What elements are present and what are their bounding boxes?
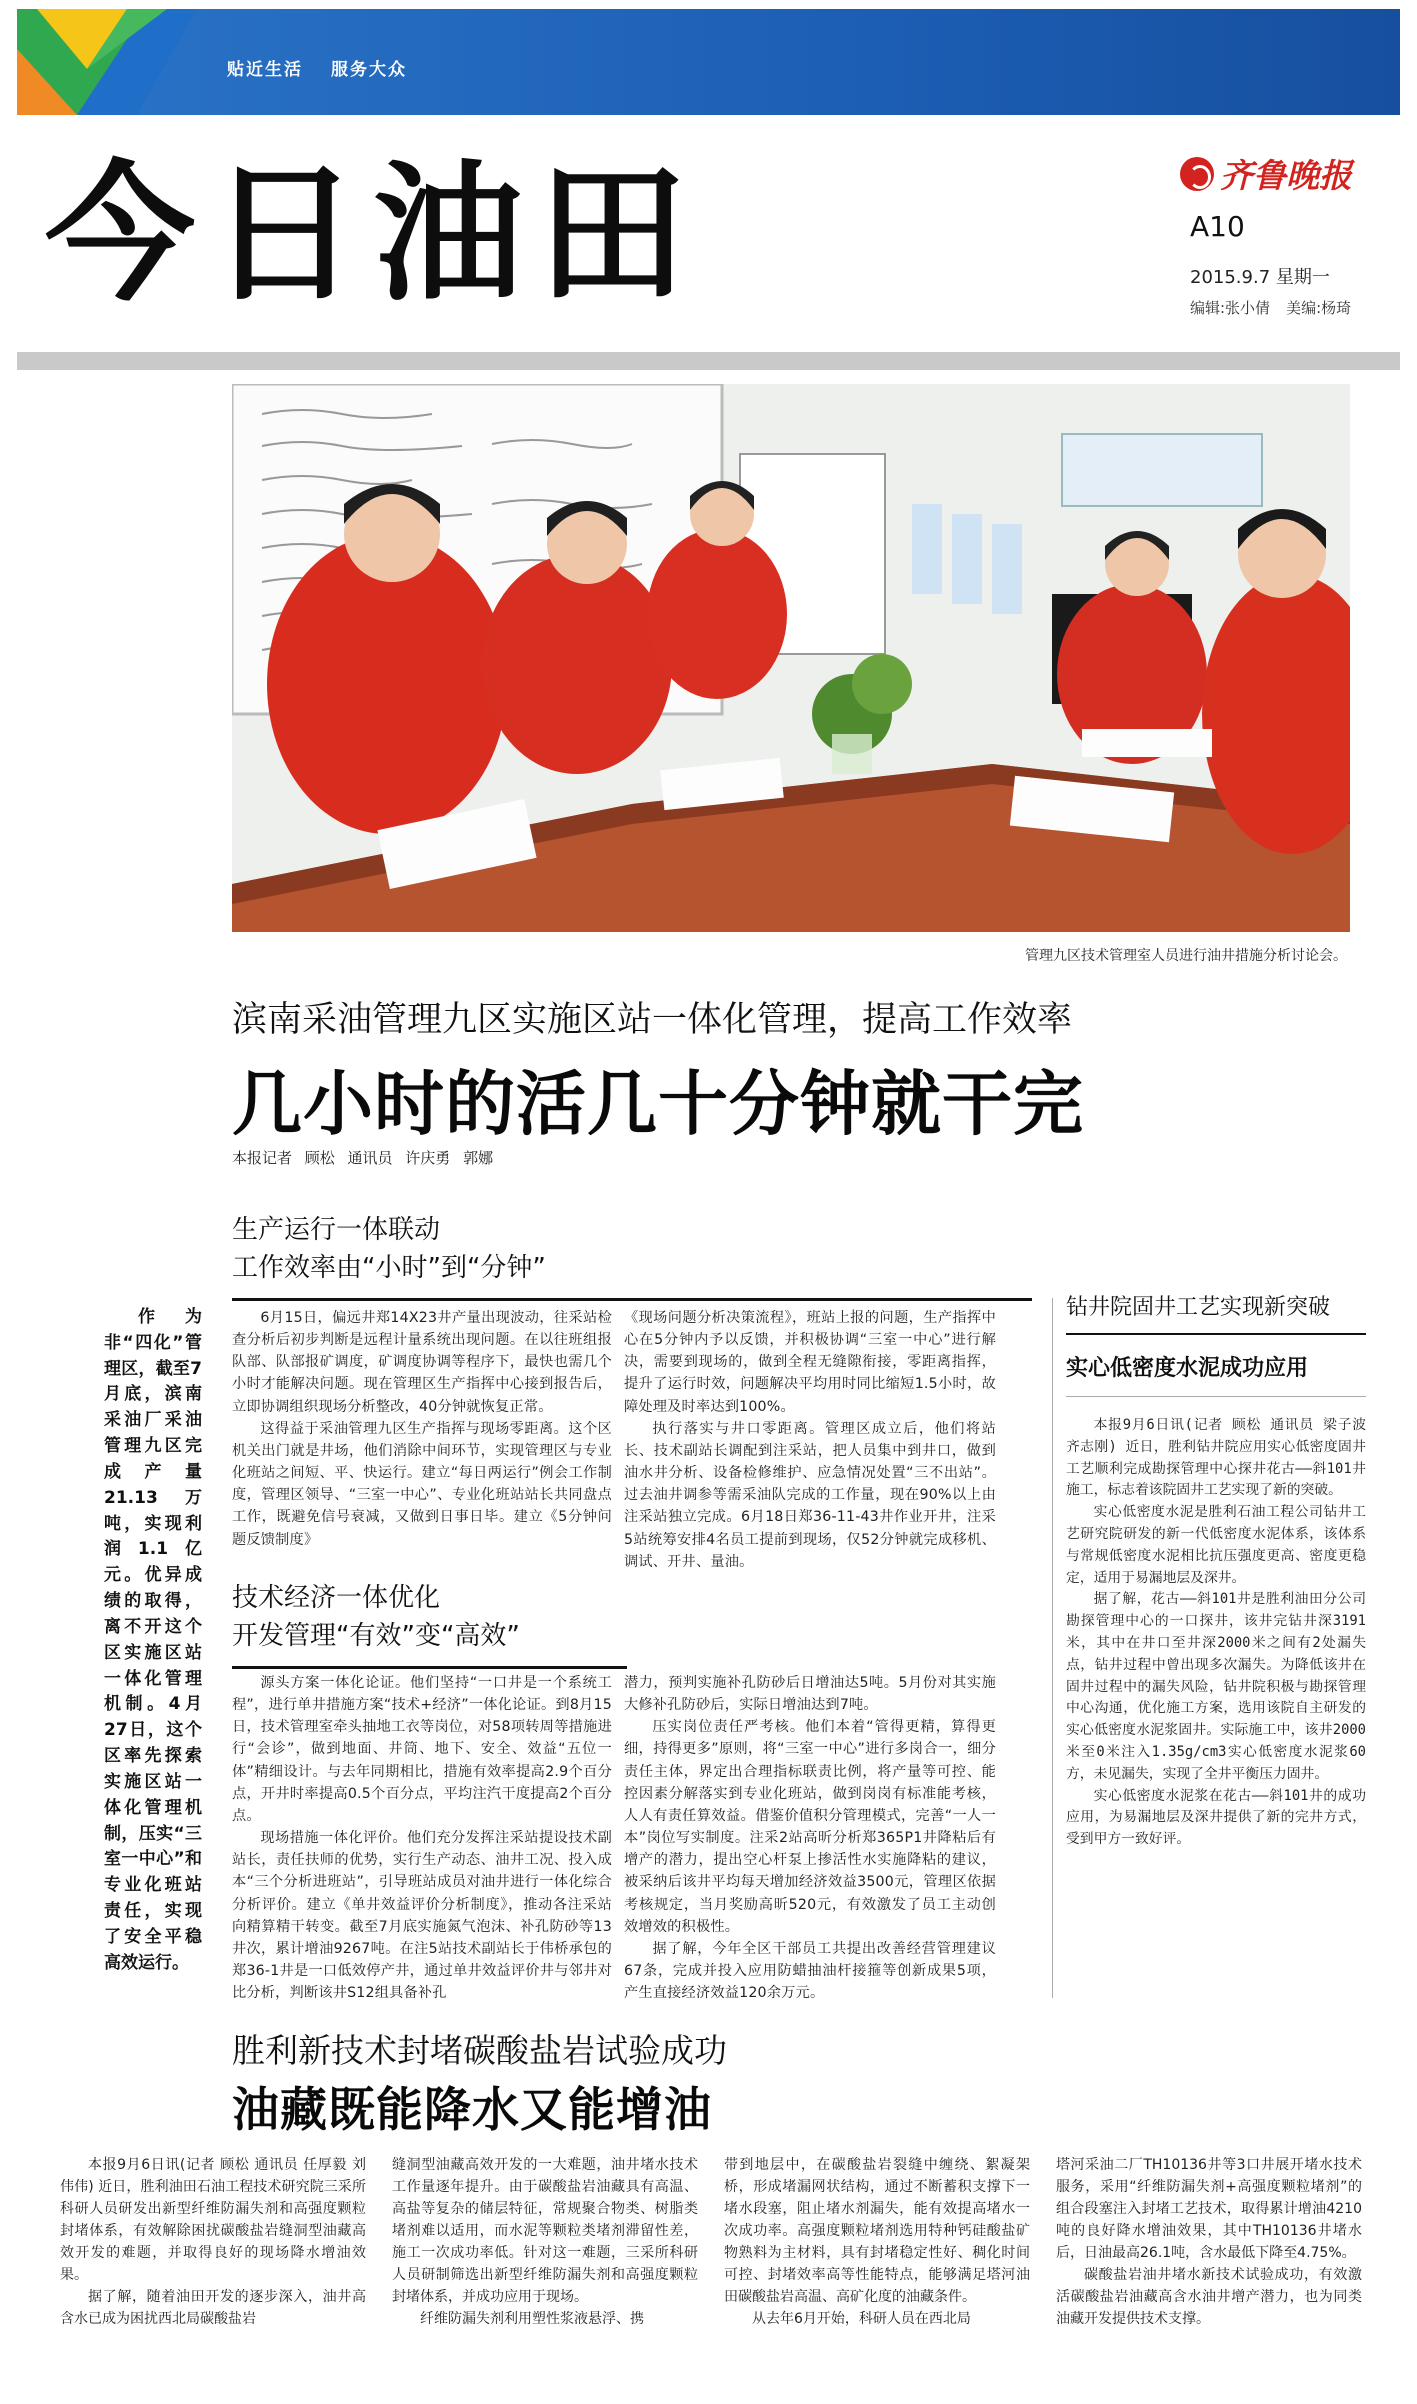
bottom-article-headline: 油藏既能降水又能增油: [232, 2083, 712, 2138]
newspaper-name: 齐鲁晚报: [1220, 156, 1352, 195]
paragraph: 据了解，随着油田开发的逐步深入，油井高含水已成为困扰西北局碳酸盐岩: [60, 2288, 366, 2327]
paragraph: 碳酸盐岩油井堵水新技术试验成功，有效激活碳酸盐岩油藏高含水油井增产潜力，也为同类油藏开发提供技术支撑。: [1056, 2266, 1362, 2327]
meeting-photo-illustration: [232, 384, 1350, 932]
slogan-part: 服务大众: [331, 60, 407, 80]
side-article: [1066, 1290, 1366, 1851]
paragraph: 带到地层中，在碳酸盐岩裂缝中缠绕、絮凝架桥，形成堵漏网状结构，通过不断蓄积支撑下一堵水段塞，阻止堵水剂漏失，能有效提高堵水一次成功率。高强度颗粒堵剂选用特种钙硅酸盐矿物熟料为主材料，具有封堵稳定性好、稠化时间可控、封堵效率高等性能特点，能够满足塔河油田碳酸盐岩高温、高矿化度的油藏条件。: [724, 2157, 1030, 2305]
paragraph: 潜力，预判实施补孔防砂后日增油达5吨。5月份对其实施大修补孔防砂后，实际日增油达到7吨。: [624, 1675, 996, 1714]
side-article-kicker: 钻井院固井工艺实现新突破: [1066, 1290, 1366, 1335]
text-column: [624, 1672, 996, 2004]
newspaper-logo: [1180, 150, 1352, 197]
newspaper-emblem-icon: [1180, 157, 1214, 191]
section-heading-line: 开发管理“有效”变“高效”: [232, 1620, 520, 1651]
article-headline: 几小时的活几十分钟就干完: [232, 1063, 1084, 1145]
text-column: [392, 2155, 698, 2331]
editor-credits: [1190, 297, 1351, 318]
section-heading: [232, 1580, 520, 1655]
section-heading-line: 生产运行一体联动: [232, 1215, 441, 1245]
paragraph: 实心低密度水泥浆在花古——斜101井的成功应用，为易漏地层及深井提供了新的完井方式，受到甲方一致好评。: [1066, 1787, 1366, 1848]
bottom-article-deck: 胜利新技术封堵碳酸盐岩试验成功: [232, 2031, 727, 2070]
paragraph: 从去年6月开始，科研人员在西北局: [752, 2310, 971, 2327]
colorful-logo-mark: [17, 9, 217, 115]
text-column: [724, 2155, 1030, 2331]
section-heading: [232, 1212, 546, 1287]
text-column: [1056, 2155, 1362, 2331]
top-banner: [17, 9, 1400, 115]
paragraph: 6月15日，偏远井郑14X23井产量出现波动，往采站检查分析后初步判断是远程计量系统出现问题。在以往班组报队部、队部报矿调度，矿调度协调等程序下，最快也需几个小时才能解决问题。现在管理区生产指挥中心接到报告后，立即协调组织现场分析整改，40分钟就恢复正常。: [232, 1310, 612, 1415]
paragraph: 《现场问题分析决策流程》，班站上报的问题，生产指挥中心在5分钟内予以反馈，并积极协调“三室一中心”进行解决，需要到现场的，做到全程无缝隙衔接，零距离指挥，提升了运行时效，问题解决平均用时同比缩短1.5小时，故障处理及时率达到100%。: [624, 1310, 996, 1415]
news-photo: [232, 384, 1350, 932]
article-deck: 滨南采油管理九区实施区站一体化管理，提高工作效率: [232, 1000, 1073, 1040]
paragraph: 据了解，花古——斜101井是胜利油田分公司勘探管理中心的一口探井，该井完钻井深3191米，其中在井口至井深2000米之间有2处漏失点，钻井过程中曾出现多次漏失。为降低该井在固井过程中的漏失风险，钻井院积极与勘探管理中心沟通，优化施工方案，选用该院自主研发的实心低密度水泥浆固井。实际施工中，该井2000米至0米注入1.35g/cm3实心低密度水泥浆60方，未见漏失，实现了全井平衡压力固井。: [1066, 1591, 1366, 1782]
section-heading-line: 工作效率由“小时”到“分钟”: [232, 1252, 546, 1283]
paragraph: 本报9月6日讯(记者 顾松 通讯员 梁子波 齐志刚) 近日，胜利钻井院应用实心低密度固井工艺顺利完成勘探管理中心探井花古——斜101井施工，标志着该院固井工艺实现了新的突破。: [1066, 1417, 1366, 1499]
section-rule: [232, 1298, 1032, 1301]
paragraph: 本报9月6日讯(记者 顾松 通讯员 任厚毅 刘伟伟) 近日，胜利油田石油工程技术研究院三采所科研人员研发出新型纤维防漏失剂和高强度颗粒封堵体系，有效解除困扰碳酸盐岩缝洞型油藏高效开发的难题，并取得良好的现场降水增油效果。: [60, 2157, 366, 2283]
photo-caption: 管理九区技术管理室人员进行油井措施分析讨论会。: [1025, 948, 1347, 964]
section-rule: [232, 1666, 627, 1669]
header-divider: [17, 352, 1400, 370]
issue-date: 2015.9.7 星期一: [1190, 267, 1330, 288]
page-number: A10: [1190, 210, 1245, 243]
section-heading-line: 技术经济一体优化: [232, 1583, 441, 1613]
page-title: 今日油田: [45, 148, 702, 322]
paragraph: 执行落实与井口零距离。管理区成立后，他们将站长、技术副站长调配到注采站，把人员集中到井口，做到油水井分析、设备检修维护、应急情况处置“三不出站”。过去油井调参等需采油队完成的工作量，现在90%以上由注采站独立完成。6月18日郑36-11-43井作业开井，注采5站统筹安排4名员工提前到现场，仅52分钟就完成移机、调试、开井、量油。: [624, 1420, 996, 1570]
text-column: [232, 1307, 612, 1551]
paragraph: 源头方案一体化论证。他们坚持“一口井是一个系统工程”，进行单井措施方案“技术+经济”一体化论证。到8月15日，技术管理室牵头抽地工衣等岗位，对58项转周等措施进行“会诊”，做到地面、井筒、地下、安全、效益“五位一体”精细设计。与去年同期相比，措施有效率提高2.9个百分点，开井时率提高0.5个百分点，平均注汽干度提高2个百分点。: [232, 1675, 612, 1824]
column-divider: [1052, 1298, 1053, 1998]
paragraph: 缝洞型油藏高效开发的一大难题，油井堵水技术工作量逐年提升。由于碳酸盐岩油藏具有高温、高盐等复杂的储层特征，常规聚合物类、树脂类堵剂难以适用，而水泥等颗粒类堵剂滞留性差，施工一次成功率低。针对这一难题，三采所科研人员研制筛选出新型纤维防漏失剂和高强度颗粒封堵体系，并成功应用于现场。: [392, 2157, 698, 2305]
paragraph: 这得益于采油管理九区生产指挥与现场零距离。这个区机关出门就是井场，他们消除中间环节，实现管理区与专业化班站之间短、平、快运行。建立“每日两运行”例会工作制度，管理区领导、“三室一中心”、专业化班站站长共同盘点工作，既避免信号衰减，又做到日事日毕。建立《5分钟问题反馈制度》: [232, 1420, 612, 1548]
paragraph: 塔河采油二厂TH10136井等3口井展开堵水技术服务，采用“纤维防漏失剂+高强度颗粒堵剂”的组合段塞注入封堵工艺技术，取得累计增油4210吨的良好降水增油效果，其中TH10136井堵水后，日油最高26.1吨，含水最低下降至4.75%。: [1056, 2157, 1362, 2261]
paragraph: 纤维防漏失剂利用塑性浆液悬浮、携: [420, 2310, 644, 2327]
paragraph: 据了解，今年全区干部员工共提出改善经营管理建议67条，完成并投入应用防蜡抽油杆接箍等创新成果5项，产生直接经济效益120余万元。: [624, 1940, 996, 2002]
text-column: [60, 2155, 366, 2331]
article-lead: 作为非“四化”管理区，截至7月底，滨南采油厂采油管理九区完成产量21.13万吨，实现利润1.1亿元。优异成绩的取得，离不开这个区实施区站一体化管理机制。4月27日，这个区率先探索实施区站一体化管理机制，压实“三室一中心”和专业化班站责任，实现了安全平稳高效运行。: [104, 1307, 202, 1973]
article-byline: 本报记者 顾松 通讯员 许庆勇 郭娜: [232, 1149, 494, 1167]
text-column: [624, 1307, 996, 1573]
paragraph: 现场措施一体化评价。他们充分发挥注采站提设技术副站长，责任扶师的优势，实行生产动态、油井工况、投入成本“三个分析进班站”，引导班站成员对油井进行一体化综合分析评价。建立《单井效益评价分析制度》，推动各注采站向精算精干转变。截至7月底实施氮气泡沫、补孔防砂等13井次，累计增油9267吨。在注5站技术副站长于伟桥承包的郑36-1井是一口低效停产井，通过单井效益评价井与邻井对比分析，判断该井S12组具备补孔: [232, 1830, 612, 2002]
side-article-body: [1066, 1415, 1366, 1851]
designer: 美编:杨琦: [1286, 299, 1352, 317]
paragraph: 实心低密度水泥是胜利石油工程公司钻井工艺研究院研发的新一代低密度水泥体系，该体系与常规低密度水泥相比抗压强度更高、密度更稳定，适用于易漏地层及深井。: [1066, 1504, 1366, 1586]
text-column: [232, 1672, 612, 2004]
banner-slogan: [227, 55, 407, 80]
side-article-headline: 实心低密度水泥成功应用: [1066, 1351, 1366, 1397]
slogan-part: 贴近生活: [227, 60, 303, 80]
editor: 编辑:张小倩: [1190, 299, 1271, 317]
paragraph: 压实岗位责任严考核。他们本着“管得更精，算得更细，持得更多”原则，将“三室一中心”进行多岗合一，细分责任主体，界定出合理指标联责比例，将产量等可控、能控因素分解落实到专业化班站，做到岗岗有标准能考核，人人有责任算效益。借鉴价值积分管理模式，完善“一人一本”岗位写实制度。注采2站高昕分析郑365P1井降粘后有增产的潜力，提出空心杆泵上掺活性水实施降粘的建议，被采纳后该井平均每天增加经济效益3500元，管理区依据考核规定，当月奖励高昕520元，有效激发了员工主动创效增效的积极性。: [624, 1719, 996, 1935]
